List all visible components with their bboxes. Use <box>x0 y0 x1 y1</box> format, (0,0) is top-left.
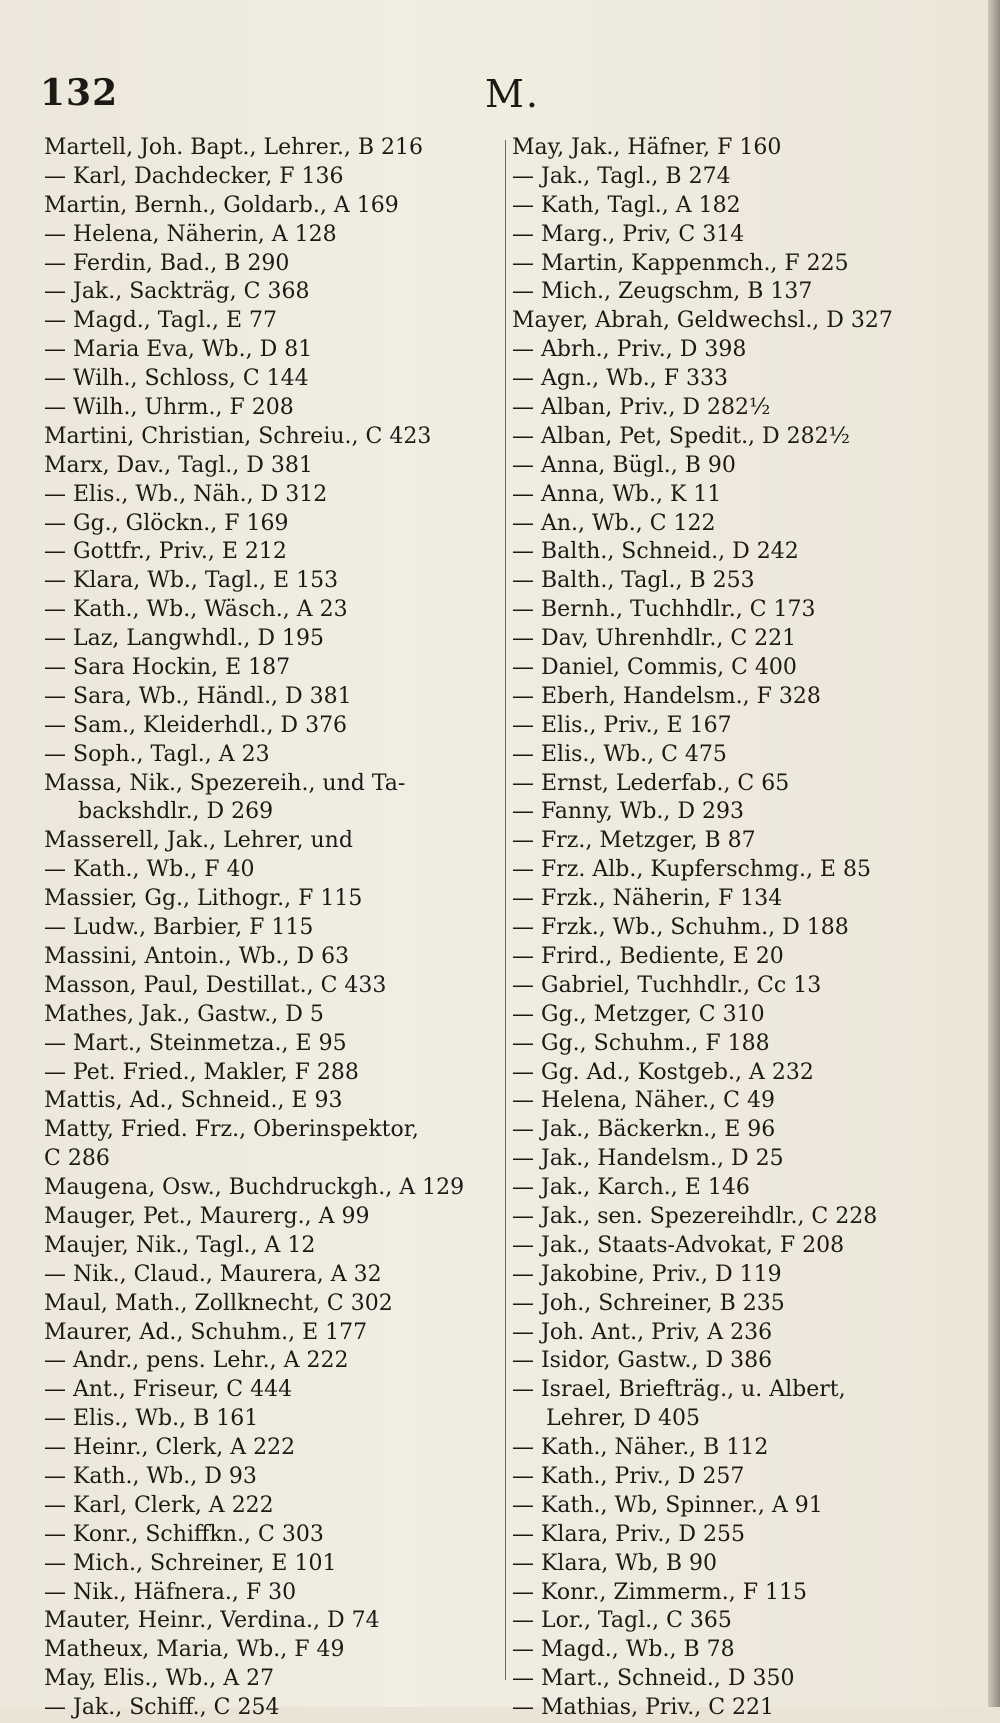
directory-entry: — Magd., Wb., B 78 <box>512 1637 735 1663</box>
directory-entry: — Kath., Wb., F 40 <box>44 857 255 883</box>
directory-entry: — Gg., Metzger, C 310 <box>512 1001 765 1027</box>
directory-entry: — Jak., Schiff., C 254 <box>44 1695 280 1721</box>
directory-entry: — Sam., Kleiderhdl., D 376 <box>44 712 348 738</box>
directory-entry: — Kath., Priv., D 257 <box>512 1463 745 1489</box>
directory-entry: Massini, Antoin., Wb., D 63 <box>44 943 350 969</box>
directory-entry: — Andr., pens. Lehr., A 222 <box>44 1348 349 1374</box>
directory-entry: — Frzk., Näherin, F 134 <box>512 886 783 912</box>
directory-entry: — Kath, Tagl., A 182 <box>512 192 741 218</box>
directory-entry: — Fanny, Wb., D 293 <box>512 799 745 825</box>
directory-entry: Martell, Joh. Bapt., Lehrer., B 216 <box>44 135 424 160</box>
directory-entry: — An., Wb., C 122 <box>512 510 716 536</box>
directory-entry: — Karl, Clerk, A 222 <box>44 1492 274 1518</box>
directory-entry: — Eberh, Handelsm., F 328 <box>512 683 821 709</box>
directory-entry: May, Elis., Wb., A 27 <box>44 1666 275 1692</box>
directory-entry: — Alban, Priv., D 282½ <box>512 395 771 421</box>
directory-entry: Masserell, Jak., Lehrer, und <box>44 828 353 854</box>
directory-entry: — Kath., Wb, Spinner., A 91 <box>512 1492 823 1518</box>
directory-entry: — Alban, Pet, Spedit., D 282½ <box>512 423 850 449</box>
directory-entry: — Jak., Sackträg, C 368 <box>44 279 310 305</box>
directory-entry: — Martin, Kappenmch., F 225 <box>512 250 849 276</box>
directory-entry: Massier, Gg., Lithogr., F 115 <box>44 886 363 912</box>
directory-entry: Matty, Fried. Frz., Oberinspektor, <box>44 1117 419 1143</box>
directory-entry: — Karl, Dachdecker, F 136 <box>44 163 344 189</box>
directory-entry: — Maria Eva, Wb., D 81 <box>44 337 313 363</box>
directory-entry: — Pet. Fried., Makler, F 288 <box>44 1059 359 1085</box>
directory-entry: — Israel, Briefträg., u. Albert, <box>512 1377 846 1403</box>
directory-entry: — Mich., Zeugschm, B 137 <box>512 279 813 305</box>
directory-entry: — Bernh., Tuchhdlr., C 173 <box>512 597 816 623</box>
directory-entry: Masson, Paul, Destillat., C 433 <box>44 972 387 998</box>
directory-entry: — Elis., Wb., B 161 <box>44 1406 259 1432</box>
directory-entry: Maujer, Nik., Tagl., A 12 <box>44 1232 316 1258</box>
directory-entry: Marx, Dav., Tagl., D 381 <box>44 452 313 478</box>
directory-entry: — Ernst, Lederfab., C 65 <box>512 770 790 796</box>
directory-entry: May, Jak., Häfner, F 160 <box>512 135 782 160</box>
directory-entry: Mathes, Jak., Gastw., D 5 <box>44 1001 324 1027</box>
directory-entry: Maul, Math., Zollknecht, C 302 <box>44 1290 393 1316</box>
directory-entry: — Wilh., Schloss, C 144 <box>44 366 309 392</box>
directory-entry: — Jak., sen. Spezereihdlr., C 228 <box>512 1203 878 1229</box>
directory-entry: — Jak., Bäckerkn., E 96 <box>512 1117 776 1143</box>
directory-entry: — Gottfr., Priv., E 212 <box>44 539 287 565</box>
directory-entry: Maurer, Ad., Schuhm., E 177 <box>44 1319 368 1345</box>
directory-entry: — Konr., Zimmerm., F 115 <box>512 1579 808 1605</box>
directory-entry: — Jak., Karch., E 146 <box>512 1175 750 1201</box>
page-edge <box>988 0 1000 1707</box>
directory-entry: — Kath., Näher., B 112 <box>512 1435 769 1461</box>
directory-entry: — Elis., Wb., Näh., D 312 <box>44 481 328 507</box>
directory-entry: — Mich., Schreiner, E 101 <box>44 1550 337 1576</box>
directory-entry: — Frird., Bediente, E 20 <box>512 943 784 969</box>
directory-entry: — Sara, Wb., Händl., D 381 <box>44 683 352 709</box>
directory-entry: — Elis., Priv., E 167 <box>512 712 732 738</box>
directory-entry: — Lor., Tagl., C 365 <box>512 1608 732 1634</box>
directory-entry: — Mart., Steinmetza., E 95 <box>44 1030 347 1056</box>
page-header <box>40 72 940 132</box>
directory-entry: — Jakobine, Priv., D 119 <box>512 1261 782 1287</box>
directory-entry: — Heinr., Clerk, A 222 <box>44 1435 296 1461</box>
directory-entry: — Sara Hockin, E 187 <box>44 655 291 681</box>
directory-entry: — Klara, Priv., D 255 <box>512 1521 745 1547</box>
directory-entry: Mattis, Ad., Schneid., E 93 <box>44 1088 343 1114</box>
directory-entry: — Joh., Schreiner, B 235 <box>512 1290 785 1316</box>
directory-entry: — Anna, Wb., K 11 <box>512 481 722 507</box>
directory-entry: — Anna, Bügl., B 90 <box>512 452 736 478</box>
directory-entry: — Ant., Friseur, C 444 <box>44 1377 293 1403</box>
directory-entry: — Mart., Schneid., D 350 <box>512 1666 795 1692</box>
directory-entry: Massa, Nik., Spezereih., und Ta- <box>44 770 406 796</box>
directory-entry: — Klara, Wb, B 90 <box>512 1550 718 1576</box>
right-column <box>512 134 966 1721</box>
directory-entry: — Gg. Ad., Kostgeb., A 232 <box>512 1059 814 1085</box>
directory-entry: Lehrer, D 405 <box>546 1406 701 1432</box>
directory-entry: — Daniel, Commis, C 400 <box>512 655 797 681</box>
section-letter: M. <box>485 72 540 116</box>
directory-entry: — Gg., Schuhm., F 188 <box>512 1030 770 1056</box>
directory-entry: — Balth., Schneid., D 242 <box>512 539 799 565</box>
directory-entry: — Nik., Häfnera., F 30 <box>44 1579 297 1605</box>
directory-entry: — Ludw., Barbier, F 115 <box>44 915 314 941</box>
directory-entry: — Abrh., Priv., D 398 <box>512 337 747 363</box>
directory-entry: — Jak., Handelsm., D 25 <box>512 1146 784 1172</box>
directory-entry: — Joh. Ant., Priv, A 236 <box>512 1319 773 1345</box>
directory-entry: — Mathias, Priv., C 221 <box>512 1695 775 1721</box>
directory-entry: Mauger, Pet., Maurerg., A 99 <box>44 1203 370 1229</box>
directory-entry: — Jak., Staats-Advokat, F 208 <box>512 1232 845 1258</box>
directory-entry: — Marg., Priv, C 314 <box>512 221 745 247</box>
directory-entry: — Ferdin, Bad., B 290 <box>44 250 290 276</box>
page-number: 132 <box>40 72 119 114</box>
directory-entry: Maugena, Osw., Buchdruckgh., A 129 <box>44 1175 465 1201</box>
directory-entry: — Gabriel, Tuchhdlr., Cc 13 <box>512 972 822 998</box>
directory-entry: — Agn., Wb., F 333 <box>512 366 729 392</box>
column-divider <box>505 140 506 1680</box>
directory-entry: — Isidor, Gastw., D 386 <box>512 1348 773 1374</box>
directory-entry: — Kath., Wb., D 93 <box>44 1463 257 1489</box>
directory-entry: — Helena, Näherin, A 128 <box>44 221 337 247</box>
directory-entry: Mayer, Abrah, Geldwechsl., D 327 <box>512 308 893 334</box>
directory-entry: — Elis., Wb., C 475 <box>512 741 727 767</box>
directory-entry: — Nik., Claud., Maurera, A 32 <box>44 1261 382 1287</box>
directory-entry: — Konr., Schiffkn., C 303 <box>44 1521 324 1547</box>
directory-entry: — Frz., Metzger, B 87 <box>512 828 756 854</box>
directory-entry: — Balth., Tagl., B 253 <box>512 568 755 594</box>
directory-entry: — Soph., Tagl., A 23 <box>44 741 270 767</box>
directory-entry: backshdlr., D 269 <box>78 799 274 825</box>
directory-entry: — Kath., Wb., Wäsch., A 23 <box>44 597 348 623</box>
left-column <box>44 134 500 1721</box>
directory-entry: Martin, Bernh., Goldarb., A 169 <box>44 192 399 218</box>
directory-entry: Matheux, Maria, Wb., F 49 <box>44 1637 345 1663</box>
directory-entry: C 286 <box>44 1146 110 1172</box>
directory-entry: — Klara, Wb., Tagl., E 153 <box>44 568 339 594</box>
directory-entry: — Wilh., Uhrm., F 208 <box>44 395 294 421</box>
directory-entry: — Laz, Langwhdl., D 195 <box>44 626 324 652</box>
directory-entry: — Frz. Alb., Kupferschmg., E 85 <box>512 857 871 883</box>
directory-entry: — Dav, Uhrenhdlr., C 221 <box>512 626 797 652</box>
directory-entry: — Helena, Näher., C 49 <box>512 1088 775 1114</box>
directory-entry: — Frzk., Wb., Schuhm., D 188 <box>512 915 849 941</box>
directory-entry: Mauter, Heinr., Verdina., D 74 <box>44 1608 380 1634</box>
directory-entry: Martini, Christian, Schreiu., C 423 <box>44 423 432 449</box>
directory-entry: — Gg., Glöckn., F 169 <box>44 510 289 536</box>
directory-entry: — Jak., Tagl., B 274 <box>512 163 731 189</box>
directory-entry: — Magd., Tagl., E 77 <box>44 308 278 334</box>
